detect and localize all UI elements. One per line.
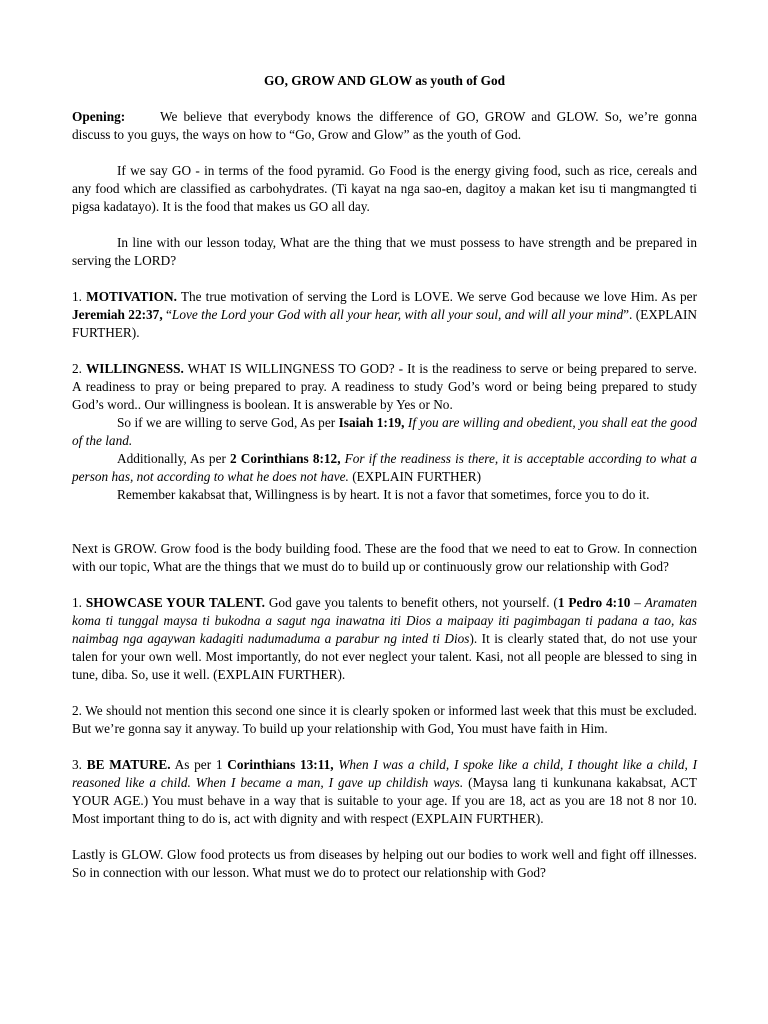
talent-reference: 1 Pedro 4:10	[557, 595, 631, 610]
opening-label: Opening:	[72, 109, 126, 124]
willingness-number: 2.	[72, 361, 86, 376]
mature-paragraph	[72, 756, 697, 828]
faith-paragraph: 2. We should not mention this second one since it is clearly spoken or informed last week that this must be excluded. But we’re gonna say it anyway. To build up your relationship with God, You must have faith in Him.	[72, 703, 697, 736]
motivation-paragraph	[72, 288, 697, 342]
willingness-isaiah-text: So if we are willing to serve God, As per	[117, 415, 339, 430]
motivation-end: ”. (EXPLAIN FURTHER).	[72, 307, 698, 340]
willingness-paragraph	[72, 360, 697, 414]
go-question-paragraph: In line with our lesson today, What are the thing that we must possess to have strength and be prepared in serving the LORD?	[72, 235, 697, 268]
talent-quote: – Aramaten koma ti tunggal maysa ti bukodna a sagut nga inawatna iti Dios a maipaay iti pagimbagan ti padana a tao, kas naimbag nga agaywan kadagiti nadumaduma a parabur ng inted ti Dios	[72, 595, 698, 646]
opening-text: We believe that everybody knows the difference of GO, GROW and GLOW. So, we’re gonna discuss to you guys, the ways on how to “Go, Grow and Glow” as the youth of God.	[72, 109, 697, 142]
document-page	[72, 72, 697, 882]
mature-heading: BE MATURE.	[86, 757, 171, 772]
talent-paragraph	[72, 594, 697, 684]
mature-reference: Corinthians 13:11,	[227, 757, 334, 772]
motivation-quote: Love the Lord your God with all your hear, with all your soul, and will all your mind	[171, 307, 624, 322]
talent-end: ). It is clearly stated that, do not use your talen for your own well. Most importantly, do not ever neglect your talent. Kasi, not all people are blessed to sing in tune, diba. So, use it well. (EXPLAIN FURTHER).	[72, 631, 698, 682]
willingness-isaiah-paragraph	[72, 414, 697, 450]
opening-paragraph	[72, 108, 697, 144]
motivation-open-quote: “	[162, 307, 172, 322]
motivation-reference: Jeremiah 22:37,	[72, 307, 163, 322]
willingness-corinthians-reference: 2 Corinthians 8:12,	[230, 451, 341, 466]
willingness-corinthians-end: (EXPLAIN FURTHER)	[348, 469, 482, 484]
go-intro-paragraph: If we say GO - in terms of the food pyramid. Go Food is the energy giving food, such as rice, cereals and any food which are classified as carbohydrates. (Ti kayat na nga sao-en, dagitoy a makan ket isu ti mangmangted ti pigsa kadatayo). It is the food that makes us GO all day.	[72, 163, 697, 214]
motivation-number: 1.	[72, 289, 87, 304]
willingness-corinthians-paragraph	[72, 450, 697, 486]
talent-text: God gave you talents to benefit others, not yourself. (	[264, 595, 558, 610]
glow-intro-paragraph: Lastly is GLOW. Glow food protects us from diseases by helping out our bodies to work well and fight off illnesses. So in connection with our lesson. What must we do to protect our relationship with God?	[72, 847, 697, 880]
motivation-heading: MOTIVATION.	[86, 289, 177, 304]
talent-number: 1.	[72, 595, 86, 610]
document-title: GO, GROW AND GLOW as youth of God	[263, 73, 506, 88]
willingness-heading: WILLINGNESS.	[85, 361, 184, 376]
willingness-corinthians-quote: For if the readiness is there, it is acceptable according to what a person has, not according to what he does not have.	[72, 451, 697, 484]
mature-number: 3.	[72, 757, 87, 772]
motivation-text: The true motivation of serving the Lord is LOVE. We serve God because we love Him. As per	[176, 289, 698, 304]
talent-heading: SHOWCASE YOUR TALENT.	[85, 595, 265, 610]
mature-quote: When I was a child, I spoke like a child, I thought like a child, I reasoned like a child. When I became a man, I gave up childish ways.	[72, 757, 698, 790]
mature-text: As per 1	[170, 757, 228, 772]
mature-end: (Maysa lang ti kunkunana kakabsat, ACT YOUR AGE.) You must behave in a way that is suitable to your age. If you are 18, act as you are 18 not 8 nor 10. Most important thing to do is, act with dignity and with respect (EXPLAIN FURTHER).	[72, 775, 697, 826]
willingness-isaiah-quote: If you are willing and obedient, you shall eat the good of the land.	[72, 415, 697, 448]
willingness-isaiah-reference: Isaiah 1:19,	[338, 415, 405, 430]
willingness-heart-paragraph: Remember kakabsat that, Willingness is by heart. It is not a favor that sometimes, force you to do it.	[117, 487, 650, 502]
willingness-corinthians-text: Additionally, As per	[117, 451, 230, 466]
grow-intro-paragraph: Next is GROW. Grow food is the body building food. These are the food that we need to eat to Grow. In connection with our topic, What are the things that we must do to build up or continuously grow our relationship with God?	[72, 541, 697, 574]
willingness-text: WHAT IS WILLINGNESS TO GOD? - It is the readiness to serve or being prepared to serve. A readiness to pray or being prepared to pray. A readiness to study God’s word or being being prepared to study God’s word.. Our willingness is boolean. It is answerable by Yes or No.	[72, 361, 697, 412]
